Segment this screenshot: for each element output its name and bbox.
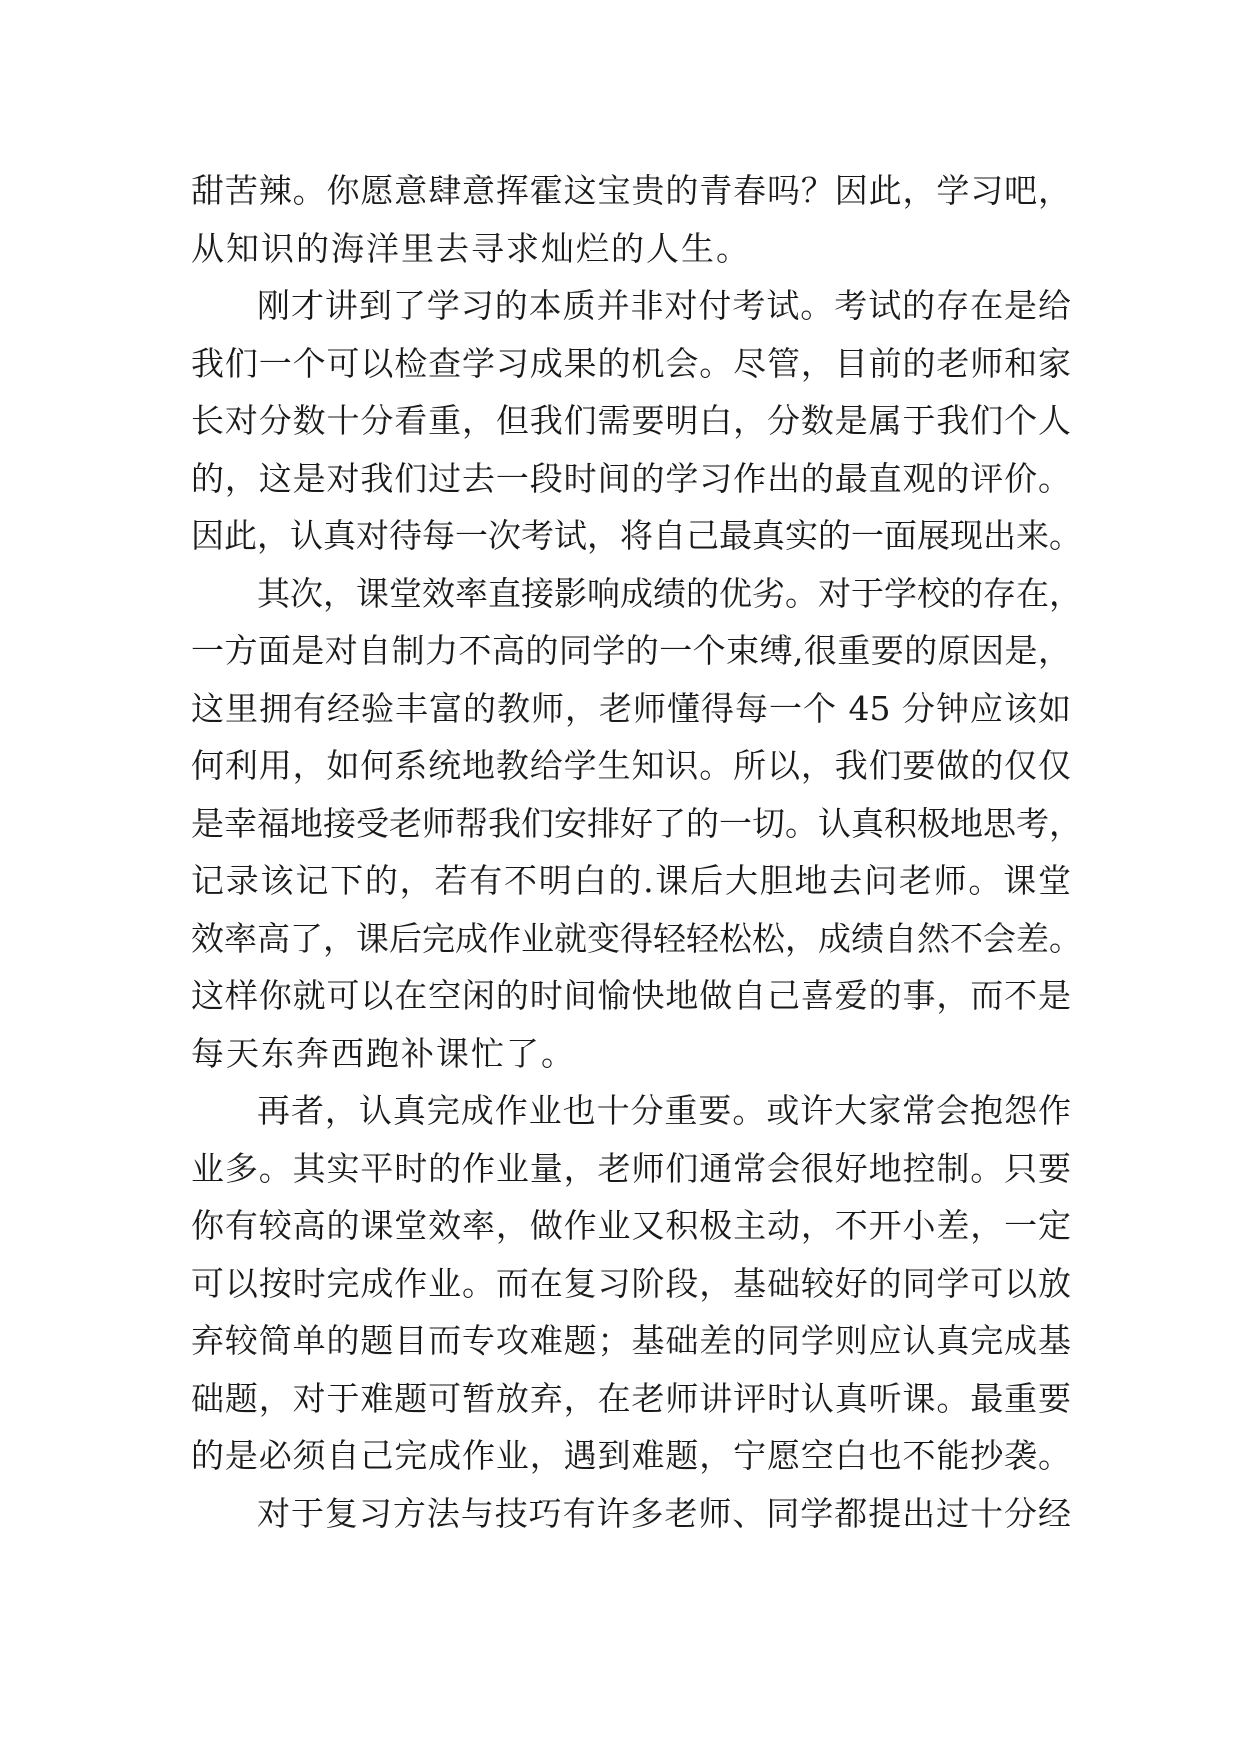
text-line: 记录该记下的，若有不明白的.课后大胆地去问老师。课堂: [191, 861, 1071, 900]
text-line: 这里拥有经验丰富的教师，老师懂得每一个 45 分钟应该如: [191, 688, 1071, 728]
text-line: 我们一个可以检查学习成果的机会。尽管，目前的老师和家: [191, 343, 1071, 383]
text-line: 你有较高的课堂效率，做作业又积极主动，不开小差，一定: [191, 1206, 1071, 1245]
text-line: 甜苦辣。你愿意肆意挥霍这宝贵的青春吗？因此，学习吧，: [191, 171, 1071, 210]
text-line: 因此，认真对待每一次考试，将自己最真实的一面展现出来。: [191, 516, 1082, 555]
text-line: 础题，对于难题可暂放弃，在老师讲评时认真听课。最重要: [191, 1378, 1071, 1418]
text-line: 其次，课堂效率直接影响成绩的优劣。对于学校的存在，: [257, 573, 1082, 613]
text-line: 对于复习方法与技巧有许多老师、同学都提出过十分经: [257, 1493, 1071, 1533]
text-line: 的是必须自己完成作业，遇到难题，宁愿空白也不能抄袭。: [191, 1436, 1071, 1475]
text-line: 效率高了，课后完成作业就变得轻轻松松，成绩自然不会差。: [191, 918, 1082, 958]
text-line: 一方面是对自制力不高的同学的一个束缚,很重要的原因是，: [191, 631, 1071, 670]
text-line: 业多。其实平时的作业量，老师们通常会很好地控制。只要: [191, 1148, 1071, 1188]
text-line: 再者，认真完成作业也十分重要。或许大家常会抱怨作: [257, 1091, 1071, 1130]
text-line: 刚才讲到了学习的本质并非对付考试。考试的存在是给: [257, 286, 1071, 325]
text-line: 的，这是对我们过去一段时间的学习作出的最直观的评价。: [191, 458, 1071, 498]
text-line: 可以按时完成作业。而在复习阶段，基础较好的同学可以放: [191, 1263, 1071, 1303]
text-line: 每天东奔西跑补课忙了。: [191, 1033, 576, 1073]
text-line: 弃较简单的题目而专攻难题；基础差的同学则应认真完成基: [191, 1321, 1071, 1360]
body-text: [191, 162, 1082, 1542]
text-line: 这样你就可以在空闲的时间愉快地做自己喜爱的事，而不是: [191, 976, 1071, 1015]
text-line: 从知识的海洋里去寻求灿烂的人生。: [191, 228, 751, 268]
text-line: 何利用，如何系统地教给学生知识。所以，我们要做的仅仅: [191, 746, 1071, 785]
text-line: 是幸福地接受老师帮我们安排好了的一切。认真积极地思考，: [191, 803, 1082, 843]
text-line: 长对分数十分看重，但我们需要明白，分数是属于我们个人: [191, 401, 1071, 440]
